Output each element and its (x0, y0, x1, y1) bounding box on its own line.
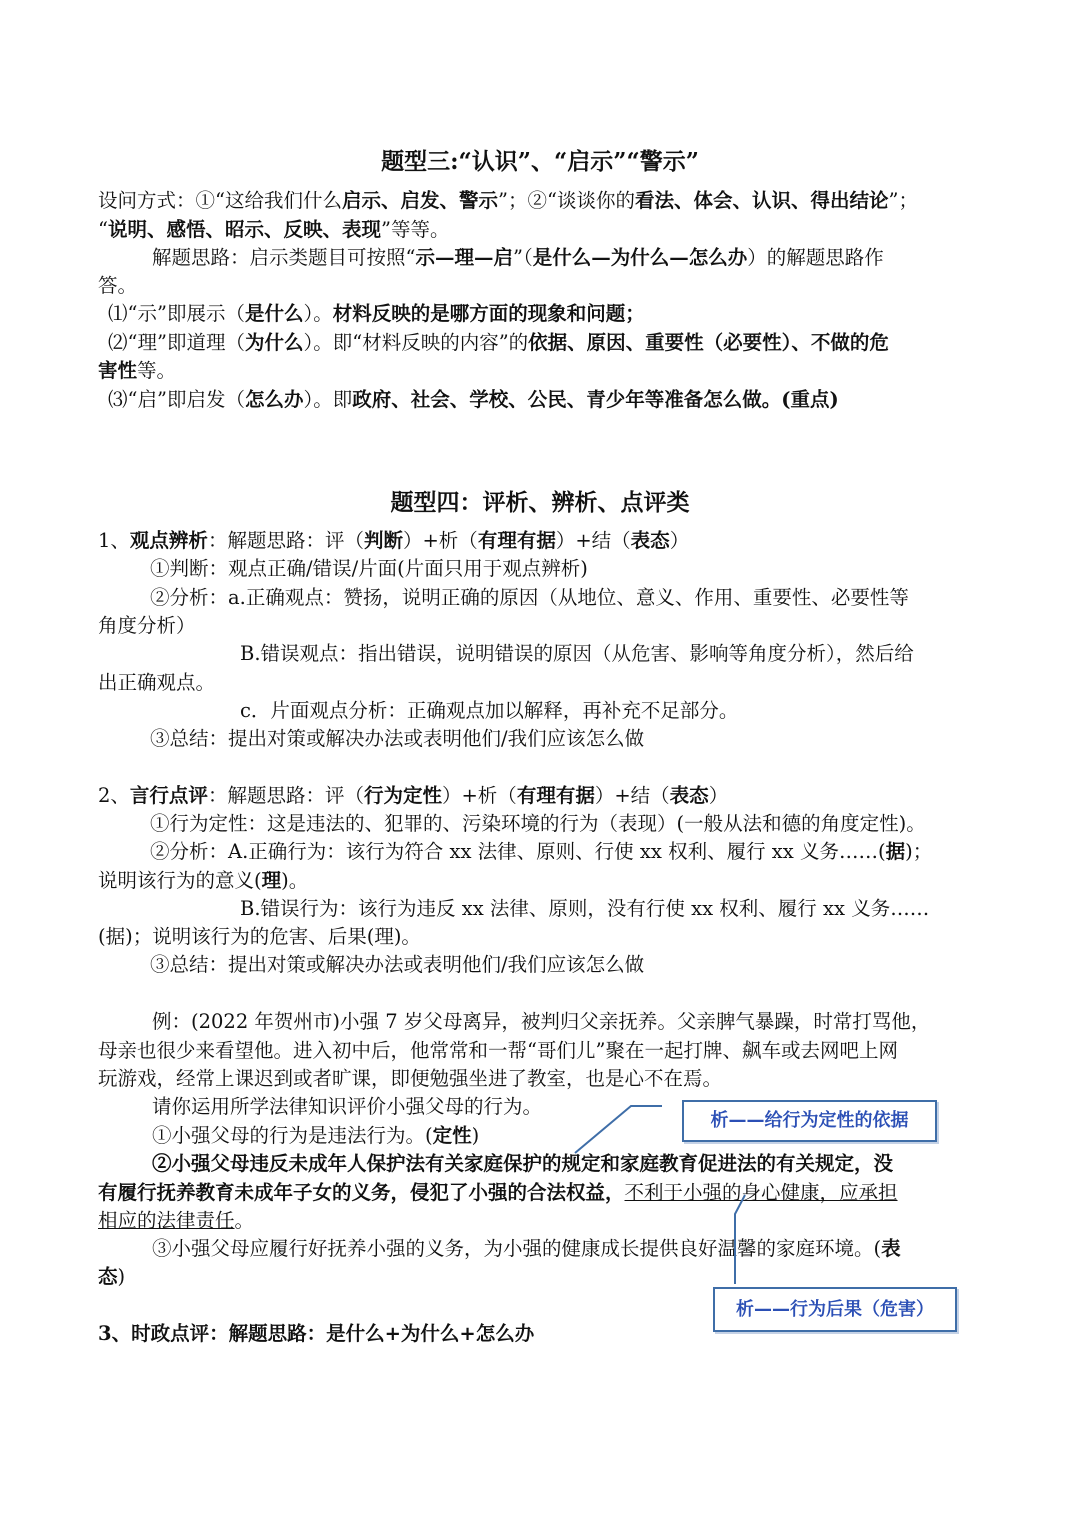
example-answer-3: ③小强父母应履行好抚养小强的义务，为小强的健康成长提供良好温馨的家庭环境。(表 (152, 1237, 901, 1260)
example-answer-1: ①小强父母的行为是违法行为。(定性) (152, 1124, 480, 1147)
s3-step-3: ⑶“启”即启发（怎么办）。即政府、社会、学校、公民、青少年等准备怎么做。(重点) (108, 388, 839, 411)
harm-underline-1: 不利于小强的身心健康，应承担 (624, 1181, 898, 1204)
p2-step-analyze-b-cont: (据)；说明该行为的危害、后果(理)。 (98, 925, 421, 948)
example-answer-2-end: 相应的法律责任。 (98, 1209, 255, 1232)
example-answer-3-cont: 态) (98, 1265, 126, 1288)
callout-basis-for-qualification: 析——给行为定性的依据 (682, 1100, 937, 1142)
p1-step-summary: ③总结：提出对策或解决办法或表明他们/我们应该怎么做 (150, 727, 645, 750)
s3-step-1: ⑴“示”即展示（是什么）。材料反映的是哪方面的现象和问题； (108, 302, 645, 325)
p1-step-analyze-c: c．片面观点分析：正确观点加以解释，再补充不足部分。 (240, 699, 739, 722)
example-answer-2: ②小强父母违反未成年人保护法有关家庭保护的规定和家庭教育促进法的有关规定，没 (152, 1152, 894, 1175)
p2-heading: 2、言行点评：解题思路：评（行为定性）+析（有理有据）+结（表态） (98, 784, 729, 807)
p1-heading: 1、观点辨析：解题思路：评（判断）+析（有理有据）+结（表态） (98, 529, 690, 552)
s3-question-format-line-1: 设问方式：①“这给我们什么启示、启发、警示”；②“谈谈你的看法、体会、认识、得出结论”； (98, 189, 918, 212)
p2-step-analyze-b: B.错误行为：该行为违反 xx 法律、原则，没有行使 xx 权利、履行 xx 义务…… (240, 897, 930, 920)
p1-step-analyze-a: ②分析：a.正确观点：赞扬，说明正确的原因（从地位、意义、作用、重要性、必要性等 (150, 586, 909, 609)
s3-approach-line-2: 答。 (98, 274, 138, 297)
harm-underline-2: 相应的法律责任 (98, 1209, 235, 1232)
p2-step-qualify: ①行为定性：这是违法的、犯罪的、污染环境的行为（表现）(一般从法和德的角度定性)。 (150, 812, 926, 835)
p1-step-analyze-a-cont: 角度分析） (98, 614, 196, 637)
s3-step-2-cont: 害性等。 (98, 359, 177, 382)
p2-step-summary: ③总结：提出对策或解决办法或表明他们/我们应该怎么做 (150, 953, 645, 976)
p3-heading: 3、时政点评：解题思路：是什么+为什么+怎么办 (98, 1322, 535, 1345)
callout-behavior-consequence: 析——行为后果（危害） (713, 1287, 957, 1332)
example-answer-2-cont: 有履行抚养教育未成年子女的义务，侵犯了小强的合法权益，不利于小强的身心健康，应承担 (98, 1181, 898, 1204)
p1-step-judge: ①判断：观点正确/错误/片面(片面只用于观点辨析) (150, 557, 588, 580)
section-3-title: 题型三:“认识”、“启示”“警示” (381, 148, 699, 175)
p1-step-analyze-b: B.错误观点：指出错误，说明错误的原因（从危害、影响等角度分析），然后给 (240, 642, 914, 665)
example-line-3: 玩游戏，经常上课迟到或者旷课，即便勉强坐进了教室，也是心不在焉。 (98, 1067, 723, 1090)
p2-step-analyze-a: ②分析：A.正确行为：该行为符合 xx 法律、原则、行使 xx 权利、履行 xx 义务……(据)； (150, 840, 933, 863)
example-line-1: 例：(2022 年贺州市)小强 7 岁父母离异，被判归父亲抚养。父亲脾气暴躁，时常打骂他， (152, 1010, 931, 1033)
s3-question-format-line-2: “说明、感悟、昭示、反映、表现”等等。 (98, 218, 450, 241)
example-line-2: 母亲也很少来看望他。进入初中后，他常常和一帮“哥们儿”聚在一起打牌、飙车或去网吧上网 (98, 1039, 898, 1062)
p1-step-analyze-b-cont: 出正确观点。 (98, 671, 216, 694)
section-4-title: 题型四：评析、辨析、点评类 (390, 489, 690, 516)
p2-step-analyze-a-cont: 说明该行为的意义(理)。 (98, 869, 309, 892)
s3-step-2: ⑵“理”即道理（为什么）。即“材料反映的内容”的依据、原因、重要性（必要性）、不做的危 (108, 331, 889, 354)
s3-approach-line-1: 解题思路：启示类题目可按照“示—理—启”（是什么—为什么—怎么办）的解题思路作 (152, 246, 884, 269)
callout-1-connector (575, 1106, 662, 1153)
example-question: 请你运用所学法律知识评价小强父母的行为。 (152, 1095, 543, 1118)
